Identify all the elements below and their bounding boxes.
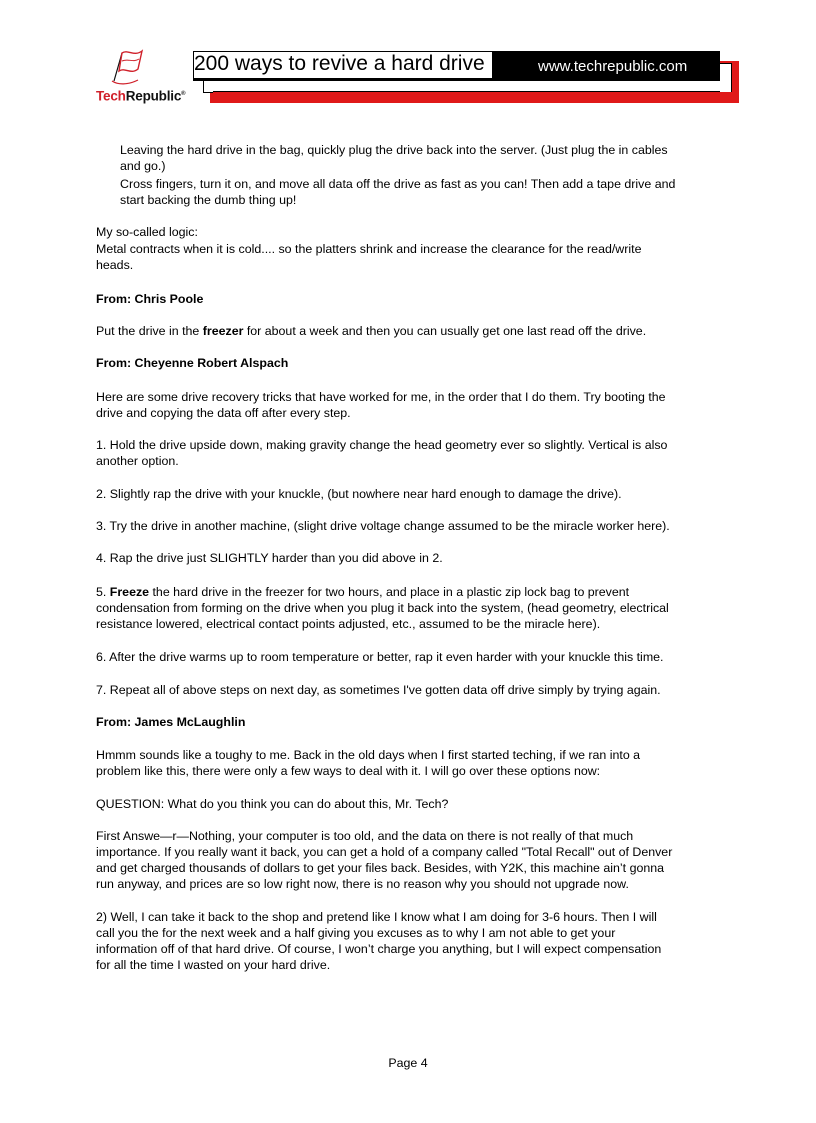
- flag-icon: [108, 47, 148, 87]
- logo-tech-text: Tech: [96, 88, 126, 104]
- author-heading: From: James McLaughlin: [96, 715, 246, 729]
- text-line: Hmmm sounds like a toughy to me. Back in the old days when I first started teching, if we ran into a: [96, 748, 641, 762]
- author-heading: From: Chris Poole: [96, 292, 204, 306]
- list-item: another option.: [96, 454, 179, 468]
- text-line: drive and copying the data off after every step.: [96, 406, 351, 420]
- list-item: 4. Rap the drive just SLIGHTLY harder than you did above in 2.: [96, 551, 443, 565]
- list-item: [96, 584, 629, 600]
- text-line: Leaving the hard drive in the bag, quickly plug the drive back into the server. (Just plug the in cables: [120, 143, 668, 157]
- text-line: and get charged thousands of dollars to get your files back. Besides, with Y2K, this machine ain’t gonna: [96, 861, 665, 875]
- bold-text: Freeze: [109, 585, 150, 599]
- bold-text: freezer: [202, 324, 244, 338]
- question-line: QUESTION: What do you think you can do about this, Mr. Tech?: [96, 797, 449, 811]
- header-notch: [203, 81, 213, 93]
- text-line: Metal contracts when it is cold.... so the platters shrink and increase the clearance for the read/write: [96, 242, 642, 256]
- logo-trademark: ®: [181, 91, 186, 97]
- list-item: condensation from forming on the drive when you plug it back into the system, (head geometry, electrical: [96, 601, 669, 615]
- text-line: run anyway, and prices are so low right now, there is no reason why you should not upgrade now.: [96, 877, 629, 891]
- text-line: Cross fingers, turn it on, and move all data off the drive as fast as you can! Then add a tape drive and: [120, 177, 676, 191]
- text-line: importance. If you really want it back, you can get a hold of a company called "Total Recall" out of Denver: [96, 845, 673, 859]
- document-title: 200 ways to revive a hard drive: [194, 52, 485, 75]
- text-span: for about a week and then you can usually get one last read off the drive.: [243, 324, 647, 338]
- list-item: 3. Try the drive in another machine, (slight drive voltage change assumed to be the miracle worker here).: [96, 519, 670, 533]
- list-item: 6. After the drive warms up to room temperature or better, rap it even harder with your knuckle this time.: [96, 650, 664, 664]
- text-span: the hard drive in the freezer for two hours, and place in a plastic zip lock bag to prevent: [149, 585, 630, 599]
- header-right-corner: [720, 63, 732, 92]
- text-line: call you the for the next week and a half giving you excuses as to why I am not able to get your: [96, 926, 616, 940]
- text-line: [96, 323, 646, 339]
- techrepublic-logo: [94, 47, 194, 107]
- logo-republic-text: Republic: [125, 88, 182, 104]
- text-line: First Answe—r—Nothing, your computer is too old, and the data on there is not really of that much: [96, 829, 634, 843]
- text-line: Here are some drive recovery tricks that have worked for me, in the order that I do them. Try booting the: [96, 390, 666, 404]
- text-span: 5.: [96, 585, 110, 599]
- header-white-strip: [213, 81, 732, 92]
- text-line: information off of that hard drive. Of course, I won’t charge you anything, but I will expect compensation: [96, 942, 662, 956]
- text-line: for all the time I wasted on your hard drive.: [96, 958, 331, 972]
- list-item: 7. Repeat all of above steps on next day, as sometimes I've gotten data off drive simply by trying again.: [96, 683, 661, 697]
- list-item: 1. Hold the drive upside down, making gravity change the head geometry ever so slightly. Vertical is also: [96, 438, 668, 452]
- text-line: start backing the dumb thing up!: [120, 193, 297, 207]
- list-item: 2. Slightly rap the drive with your knuckle, (but nowhere near hard enough to damage the drive).: [96, 487, 622, 501]
- text-line: 2) Well, I can take it back to the shop and pretend like I know what I am doing for 3-6 hours. Then I will: [96, 910, 657, 924]
- text-line: heads.: [96, 258, 134, 272]
- list-item: resistance lowered, electrical contact points adjusted, etc., assumed to be the miracle here).: [96, 617, 601, 631]
- page-header: [0, 0, 816, 115]
- page-number: Page 4: [388, 1056, 428, 1070]
- text-line: problem like this, there were only a few ways to deal with it. I will go over these options now:: [96, 764, 601, 778]
- logic-heading: My so-called logic:: [96, 225, 198, 239]
- author-heading: From: Cheyenne Robert Alspach: [96, 356, 289, 370]
- logo-wordmark: [96, 86, 185, 105]
- text-span: Put the drive in the: [96, 324, 203, 338]
- site-url: www.techrepublic.com: [538, 58, 688, 75]
- text-line: and go.): [120, 159, 166, 173]
